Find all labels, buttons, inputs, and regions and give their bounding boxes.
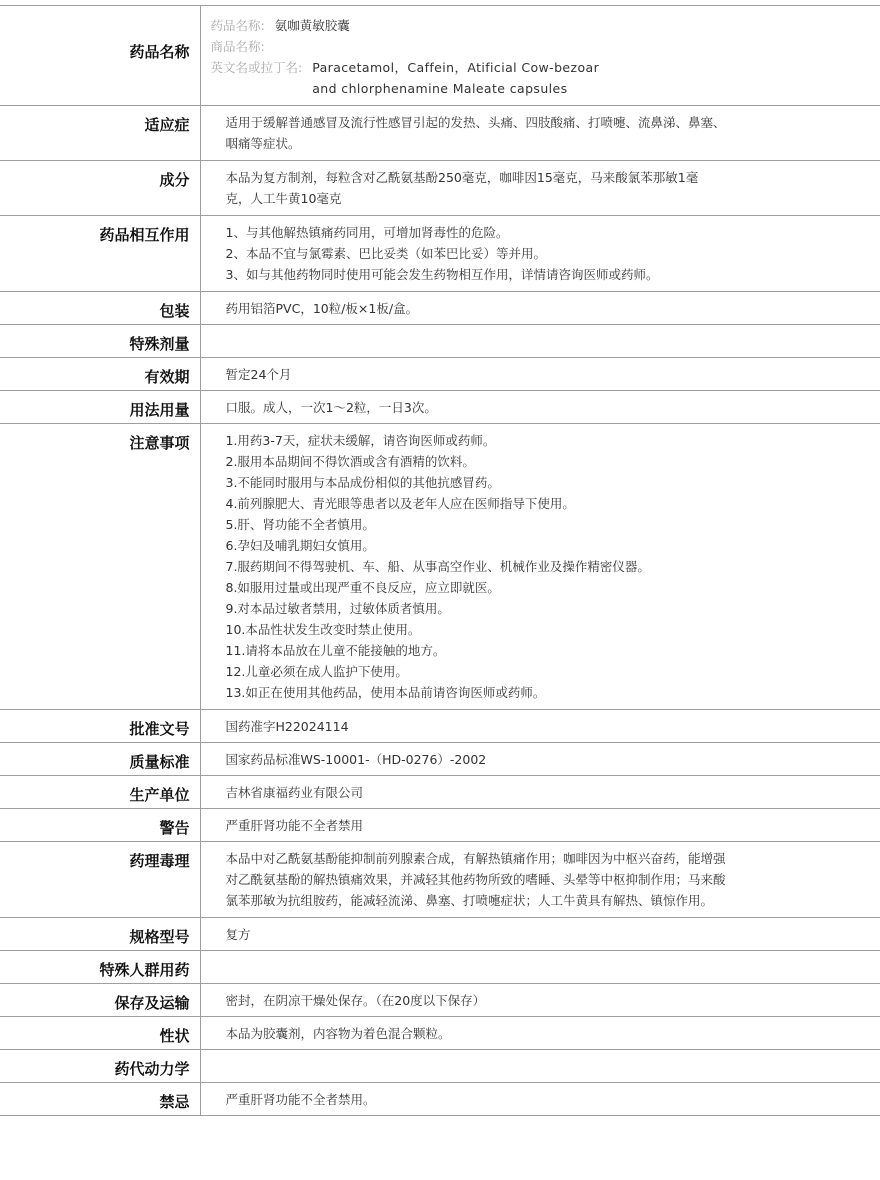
row-value bbox=[200, 161, 880, 216]
row-label: 成分 bbox=[0, 161, 200, 216]
row-value-line: 1.用药3-7天，症状未缓解，请咨询医师或药师。 bbox=[225, 433, 496, 448]
row-label: 包装 bbox=[0, 292, 200, 325]
english-name-line: and chlorphenamine Maleate capsules bbox=[312, 81, 568, 96]
row-value bbox=[200, 809, 880, 842]
row-label: 用法用量 bbox=[0, 391, 200, 424]
row-label: 特殊人群用药 bbox=[0, 951, 200, 984]
row-value bbox=[200, 984, 880, 1017]
row-label: 保存及运输 bbox=[0, 984, 200, 1017]
row-value-line: 11.请将本品放在儿童不能接触的地方。 bbox=[225, 643, 446, 658]
row-label: 注意事项 bbox=[0, 424, 200, 710]
info-row bbox=[0, 918, 880, 951]
row-value-line: 复方 bbox=[225, 927, 251, 942]
row-value-line: 咽痛等症状。 bbox=[225, 136, 301, 151]
info-row bbox=[0, 216, 880, 292]
info-row bbox=[0, 325, 880, 358]
row-value bbox=[200, 918, 880, 951]
row-label: 药代动力学 bbox=[0, 1050, 200, 1083]
row-value-line: 口服。成人，一次1～2粒，一日3次。 bbox=[225, 400, 437, 415]
row-value bbox=[200, 325, 880, 358]
row-value-line: 12.儿童必须在成人监护下使用。 bbox=[225, 664, 408, 679]
info-row bbox=[0, 106, 880, 161]
row-label: 特殊剂量 bbox=[0, 325, 200, 358]
row-value-line: 适用于缓解普通感冒及流行性感冒引起的发热、头痛、四肢酸痛、打喷嚏、流鼻涕、鼻塞、 bbox=[225, 115, 726, 130]
row-value-line: 3.不能同时服用与本品成份相似的其他抗感冒药。 bbox=[225, 475, 500, 490]
row-value-line: 8.如服用过量或出现严重不良反应，应立即就医。 bbox=[225, 580, 500, 595]
row-value-line: 7.服药期间不得驾驶机、车、船、从事高空作业、机械作业及操作精密仪器。 bbox=[225, 559, 650, 574]
info-row bbox=[0, 424, 880, 710]
row-value bbox=[200, 358, 880, 391]
row-label: 有效期 bbox=[0, 358, 200, 391]
row-label: 质量标准 bbox=[0, 743, 200, 776]
row-value-line: 对乙酰氨基酚的解热镇痛效果，并减轻其他药物所致的嗜睡、头晕等中枢抑制作用；马来酸 bbox=[225, 872, 726, 887]
row-value-line: 1、与其他解热镇痛药同用，可增加肾毒性的危险。 bbox=[225, 225, 509, 240]
row-value bbox=[200, 1083, 880, 1116]
info-row bbox=[0, 809, 880, 842]
info-row bbox=[0, 776, 880, 809]
name-row bbox=[0, 6, 880, 106]
generic-name-key: 药品名称: bbox=[210, 18, 265, 33]
row-value-line: 克，人工牛黄10毫克 bbox=[225, 191, 342, 206]
row-value-line: 暂定24个月 bbox=[225, 367, 292, 382]
row-value bbox=[200, 106, 880, 161]
row-value-line: 5.肝、肾功能不全者慎用。 bbox=[225, 517, 375, 532]
english-name-row bbox=[211, 57, 861, 99]
row-value-line: 2、本品不宜与氯霉素、巴比妥类（如苯巴比妥）等并用。 bbox=[225, 246, 546, 261]
info-row bbox=[0, 1083, 880, 1116]
row-value-line: 9.对本品过敏者禁用，过敏体质者慎用。 bbox=[225, 601, 450, 616]
info-row bbox=[0, 1050, 880, 1083]
row-value-line: 严重肝肾功能不全者禁用。 bbox=[225, 1092, 376, 1107]
generic-name-value: 氨咖黄敏胶囊 bbox=[274, 18, 350, 33]
row-label: 药品名称 bbox=[0, 6, 200, 106]
row-value-line: 4.前列腺肥大、青光眼等患者以及老年人应在医师指导下使用。 bbox=[225, 496, 575, 511]
row-value bbox=[200, 391, 880, 424]
info-row bbox=[0, 842, 880, 918]
row-value-line: 13.如正在使用其他药品，使用本品前请咨询医师或药师。 bbox=[225, 685, 546, 700]
trade-name-key: 商品名称: bbox=[210, 39, 265, 54]
generic-name-row bbox=[211, 15, 861, 36]
row-label: 生产单位 bbox=[0, 776, 200, 809]
row-value-line: 本品为胶囊剂，内容物为着色混合颗粒。 bbox=[225, 1026, 451, 1041]
row-value-line: 氯苯那敏为抗组胺药，能减轻流涕、鼻塞、打喷嚏症状；人工牛黄具有解热、镇惊作用。 bbox=[225, 893, 714, 908]
row-value bbox=[200, 710, 880, 743]
row-label: 禁忌 bbox=[0, 1083, 200, 1116]
row-value-line: 国药准字H22024114 bbox=[225, 719, 349, 734]
row-value-line: 吉林省康福药业有限公司 bbox=[225, 785, 364, 800]
row-value-line: 2.服用本品期间不得饮酒或含有酒精的饮料。 bbox=[225, 454, 475, 469]
english-name-value bbox=[312, 57, 599, 99]
drug-info-table bbox=[0, 5, 880, 1116]
row-value bbox=[200, 951, 880, 984]
row-label: 适应症 bbox=[0, 106, 200, 161]
info-row bbox=[0, 358, 880, 391]
row-value-line: 6.孕妇及哺乳期妇女慎用。 bbox=[225, 538, 375, 553]
row-value-line: 3、如与其他药物同时使用可能会发生药物相互作用，详情请咨询医师或药师。 bbox=[225, 267, 659, 282]
row-value bbox=[200, 424, 880, 710]
row-value bbox=[200, 776, 880, 809]
english-name-key: 英文名或拉丁名: bbox=[210, 60, 303, 75]
row-value-line: 10.本品性状发生改变时禁止使用。 bbox=[225, 622, 421, 637]
row-value-line: 药用铝箔PVC，10粒/板×1板/盒。 bbox=[225, 301, 419, 316]
trade-name-row bbox=[211, 36, 861, 57]
row-label: 规格型号 bbox=[0, 918, 200, 951]
info-row bbox=[0, 391, 880, 424]
info-row bbox=[0, 984, 880, 1017]
info-row bbox=[0, 710, 880, 743]
row-value bbox=[200, 292, 880, 325]
row-label: 药品相互作用 bbox=[0, 216, 200, 292]
row-value-line: 本品为复方制剂，每粒含对乙酰氨基酚250毫克，咖啡因15毫克，马来酸氯苯那敏1毫 bbox=[225, 170, 699, 185]
row-value bbox=[200, 1017, 880, 1050]
row-label: 药理毒理 bbox=[0, 842, 200, 918]
info-row bbox=[0, 743, 880, 776]
info-row bbox=[0, 951, 880, 984]
row-value bbox=[200, 1050, 880, 1083]
row-value-line: 本品中对乙酰氨基酚能抑制前列腺素合成，有解热镇痛作用；咖啡因为中枢兴奋药，能增强 bbox=[225, 851, 726, 866]
row-value bbox=[200, 842, 880, 918]
row-label: 批准文号 bbox=[0, 710, 200, 743]
row-label: 警告 bbox=[0, 809, 200, 842]
info-row bbox=[0, 292, 880, 325]
info-row bbox=[0, 161, 880, 216]
english-name-line: Paracetamol，Caffein，Atificial Cow-bezoar bbox=[312, 60, 600, 75]
row-value-line: 国家药品标准WS-10001-（HD-0276）-2002 bbox=[225, 752, 487, 767]
row-value bbox=[200, 743, 880, 776]
info-row bbox=[0, 1017, 880, 1050]
row-value-line: 密封，在阴凉干燥处保存。（在20度以下保存） bbox=[225, 993, 486, 1008]
name-values bbox=[200, 6, 880, 106]
row-value bbox=[200, 216, 880, 292]
row-label: 性状 bbox=[0, 1017, 200, 1050]
row-value-line: 严重肝肾功能不全者禁用 bbox=[225, 818, 364, 833]
